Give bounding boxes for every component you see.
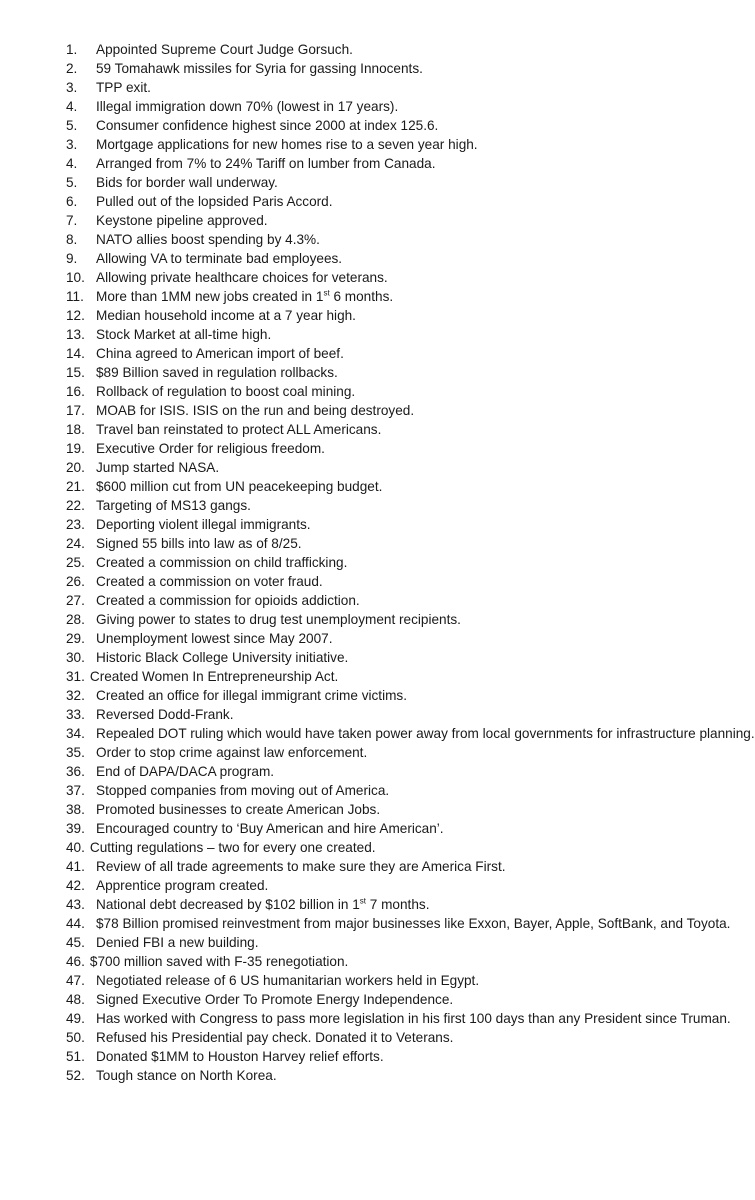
list-item xyxy=(66,173,596,192)
list-item xyxy=(66,306,596,325)
item-text-after: 7 months. xyxy=(366,897,430,912)
list-item xyxy=(66,116,596,135)
list-item xyxy=(66,59,596,78)
item-text: Historic Black College University initiative. xyxy=(96,650,349,665)
item-number: 11. xyxy=(66,289,84,304)
item-number: 26. xyxy=(66,574,85,589)
list-item xyxy=(66,610,596,629)
item-text: Encouraged country to ‘Buy American and hire American’. xyxy=(96,821,444,836)
item-number: 2. xyxy=(66,61,78,76)
list-item xyxy=(66,439,596,458)
item-text: Executive Order for religious freedom. xyxy=(96,441,325,456)
item-text: 59 Tomahawk missiles for Syria for gassing Innocents. xyxy=(96,61,423,76)
item-text: Apprentice program created. xyxy=(96,878,269,893)
item-text: TPP exit. xyxy=(96,80,151,95)
list-item xyxy=(66,971,596,990)
item-number: 35. xyxy=(66,745,85,760)
item-text-before: More than 1MM new jobs created in 1 xyxy=(96,289,324,304)
list-item xyxy=(66,743,596,762)
item-number: 18. xyxy=(66,422,85,437)
item-text: Jump started NASA. xyxy=(96,460,220,475)
list-item xyxy=(66,287,596,306)
item-number: 34. xyxy=(66,726,85,741)
item-number: 19. xyxy=(66,441,85,456)
item-number: 5. xyxy=(66,175,78,190)
list-item xyxy=(66,135,596,154)
item-number: 8. xyxy=(66,232,78,247)
list-item xyxy=(66,629,596,648)
item-text xyxy=(96,895,596,914)
item-text: Giving power to states to drug test unemployment recipients. xyxy=(96,612,461,627)
item-text: $89 Billion saved in regulation rollbacks. xyxy=(96,365,338,380)
item-text: Created a commission for opioids addiction. xyxy=(96,593,360,608)
item-number: 31. xyxy=(66,669,85,684)
item-number: 5. xyxy=(66,118,78,133)
item-text xyxy=(96,287,596,306)
item-number: 20. xyxy=(66,460,85,475)
list-item xyxy=(66,952,446,971)
list-item xyxy=(66,762,596,781)
item-text: Has worked with Congress to pass more legislation in his first 100 days than any President since Truman. xyxy=(96,1011,731,1026)
list-item xyxy=(66,895,596,914)
item-text: Bids for border wall underway. xyxy=(96,175,278,190)
item-number: 43. xyxy=(66,897,85,912)
item-number: 3. xyxy=(66,137,78,152)
item-text: Review of all trade agreements to make sure they are America First. xyxy=(96,859,506,874)
list-item xyxy=(66,534,596,553)
list-item xyxy=(66,1066,596,1085)
item-number: 27. xyxy=(66,593,85,608)
list-item xyxy=(66,933,596,952)
list-item xyxy=(66,914,731,933)
item-text: Promoted businesses to create American Jobs. xyxy=(96,802,381,817)
item-number: 10. xyxy=(66,270,85,285)
item-number: 45. xyxy=(66,935,85,950)
item-number: 52. xyxy=(66,1068,85,1083)
list-item xyxy=(66,800,596,819)
item-number: 24. xyxy=(66,536,85,551)
item-number: 7. xyxy=(66,213,78,228)
list-item xyxy=(66,1028,596,1047)
item-number: 4. xyxy=(66,156,78,171)
list-item xyxy=(66,724,755,743)
item-number: 28. xyxy=(66,612,85,627)
item-number: 15. xyxy=(66,365,85,380)
list-item xyxy=(66,401,596,420)
list-item xyxy=(66,1009,731,1028)
item-text: Cutting regulations – two for every one created. xyxy=(89,840,376,855)
item-text: Created a commission on voter fraud. xyxy=(96,574,323,589)
list-item xyxy=(66,591,596,610)
list-item xyxy=(66,382,596,401)
item-text: Appointed Supreme Court Judge Gorsuch. xyxy=(96,42,353,57)
item-number: 1. xyxy=(66,42,78,57)
item-number: 17. xyxy=(66,403,85,418)
list-item xyxy=(66,990,596,1009)
list-item xyxy=(66,838,518,857)
item-text: Pulled out of the lopsided Paris Accord. xyxy=(96,194,333,209)
item-number: 14. xyxy=(66,346,85,361)
item-text: Signed Executive Order To Promote Energy Independence. xyxy=(96,992,454,1007)
list-item xyxy=(66,667,556,686)
list-item xyxy=(66,648,596,667)
list-item xyxy=(66,97,596,116)
item-number: 50. xyxy=(66,1030,85,1045)
item-text: Negotiated release of 6 US humanitarian workers held in Egypt. xyxy=(96,973,480,988)
list-item xyxy=(66,876,596,895)
item-text: Created an office for illegal immigrant crime victims. xyxy=(96,688,407,703)
item-text: Denied FBI a new building. xyxy=(96,935,259,950)
item-text: Travel ban reinstated to protect ALL Americans. xyxy=(96,422,382,437)
item-number: 32. xyxy=(66,688,85,703)
item-text: Allowing VA to terminate bad employees. xyxy=(96,251,343,266)
item-text: Reversed Dodd-Frank. xyxy=(96,707,234,722)
item-text: Donated $1MM to Houston Harvey relief efforts. xyxy=(96,1049,384,1064)
list-item xyxy=(66,496,596,515)
item-number: 42. xyxy=(66,878,85,893)
item-number: 48. xyxy=(66,992,85,1007)
item-number: 16. xyxy=(66,384,85,399)
item-number: 44. xyxy=(66,916,85,931)
item-text: Signed 55 bills into law as of 8/25. xyxy=(96,536,302,551)
item-text-after: 6 months. xyxy=(329,289,394,304)
list-item xyxy=(66,325,596,344)
item-number: 3. xyxy=(66,80,78,95)
item-text: Stock Market at all-time high. xyxy=(96,327,272,342)
list-item xyxy=(66,40,596,59)
item-text: Arranged from 7% to 24% Tariff on lumber from Canada. xyxy=(96,156,436,171)
item-text: Keystone pipeline approved. xyxy=(96,213,268,228)
item-text: Targeting of MS13 gangs. xyxy=(96,498,251,513)
item-text: Repealed DOT ruling which would have taken power away from local governments for infrastructure planning. xyxy=(96,726,755,741)
item-text: Unemployment lowest since May 2007. xyxy=(96,631,333,646)
item-number: 36. xyxy=(66,764,85,779)
list-item xyxy=(66,686,596,705)
item-number: 25. xyxy=(66,555,85,570)
item-number: 33. xyxy=(66,707,85,722)
list-item xyxy=(66,553,596,572)
item-text: China agreed to American import of beef. xyxy=(96,346,344,361)
item-number: 49. xyxy=(66,1011,85,1026)
list-item xyxy=(66,363,596,382)
list-item xyxy=(66,344,596,363)
item-text: NATO allies boost spending by 4.3%. xyxy=(96,232,320,247)
list-item xyxy=(66,230,596,249)
item-number: 46. xyxy=(66,954,85,969)
item-text: Consumer confidence highest since 2000 at index 125.6. xyxy=(96,118,439,133)
item-number: 30. xyxy=(66,650,85,665)
item-number: 47. xyxy=(66,973,85,988)
list-item xyxy=(66,819,596,838)
item-number: 38. xyxy=(66,802,85,817)
list-item xyxy=(66,249,596,268)
item-number: 22. xyxy=(66,498,85,513)
list-item xyxy=(66,211,596,230)
list-item xyxy=(66,78,596,97)
accomplishments-list xyxy=(66,40,755,1085)
item-number: 51. xyxy=(66,1049,85,1064)
item-number: 37. xyxy=(66,783,85,798)
list-item xyxy=(66,1047,596,1066)
ordinal-suffix: st xyxy=(359,896,366,906)
item-number: 23. xyxy=(66,517,85,532)
item-text: Rollback of regulation to boost coal mining. xyxy=(96,384,356,399)
item-text: $600 million cut from UN peacekeeping budget. xyxy=(96,479,383,494)
item-text: Deporting violent illegal immigrants. xyxy=(96,517,311,532)
item-text-before: National debt decreased by $102 billion in 1 xyxy=(96,897,360,912)
item-number: 41. xyxy=(66,859,85,874)
list-item xyxy=(66,515,596,534)
item-text: $700 million saved with F-35 renegotiation. xyxy=(89,954,349,969)
item-number: 29. xyxy=(66,631,85,646)
item-text: Refused his Presidential pay check. Donated it to Veterans. xyxy=(96,1030,454,1045)
list-item xyxy=(66,268,596,287)
list-item xyxy=(66,857,596,876)
list-item xyxy=(66,572,596,591)
item-number: 21. xyxy=(66,479,85,494)
item-number: 6. xyxy=(66,194,78,209)
item-text: End of DAPA/DACA program. xyxy=(96,764,275,779)
item-number: 40. xyxy=(66,840,85,855)
item-text: Created a commission on child trafficking. xyxy=(96,555,348,570)
item-text: Mortgage applications for new homes rise to a seven year high. xyxy=(96,137,478,152)
item-number: 4. xyxy=(66,99,78,114)
item-text: $78 Billion promised reinvestment from major businesses like Exxon, Bayer, Apple, SoftBank, and Toyota. xyxy=(96,916,731,931)
item-text: Illegal immigration down 70% (lowest in 17 years). xyxy=(96,99,399,114)
item-number: 12. xyxy=(66,308,85,323)
item-text: Allowing private healthcare choices for veterans. xyxy=(96,270,388,285)
item-text: Tough stance on North Korea. xyxy=(96,1068,277,1083)
list-item xyxy=(66,192,596,211)
list-item xyxy=(66,420,596,439)
list-item xyxy=(66,705,596,724)
item-text: Median household income at a 7 year high. xyxy=(96,308,356,323)
item-number: 9. xyxy=(66,251,78,266)
list-item xyxy=(66,458,596,477)
item-number: 39. xyxy=(66,821,85,836)
list-item xyxy=(66,781,596,800)
list-item xyxy=(66,477,596,496)
item-text: Order to stop crime against law enforcement. xyxy=(96,745,368,760)
item-text: MOAB for ISIS. ISIS on the run and being destroyed. xyxy=(96,403,415,418)
item-number: 13. xyxy=(66,327,85,342)
ordinal-suffix: st xyxy=(323,288,330,298)
item-text: Created Women In Entrepreneurship Act. xyxy=(89,669,339,684)
item-text: Stopped companies from moving out of America. xyxy=(96,783,390,798)
list-item xyxy=(66,154,596,173)
